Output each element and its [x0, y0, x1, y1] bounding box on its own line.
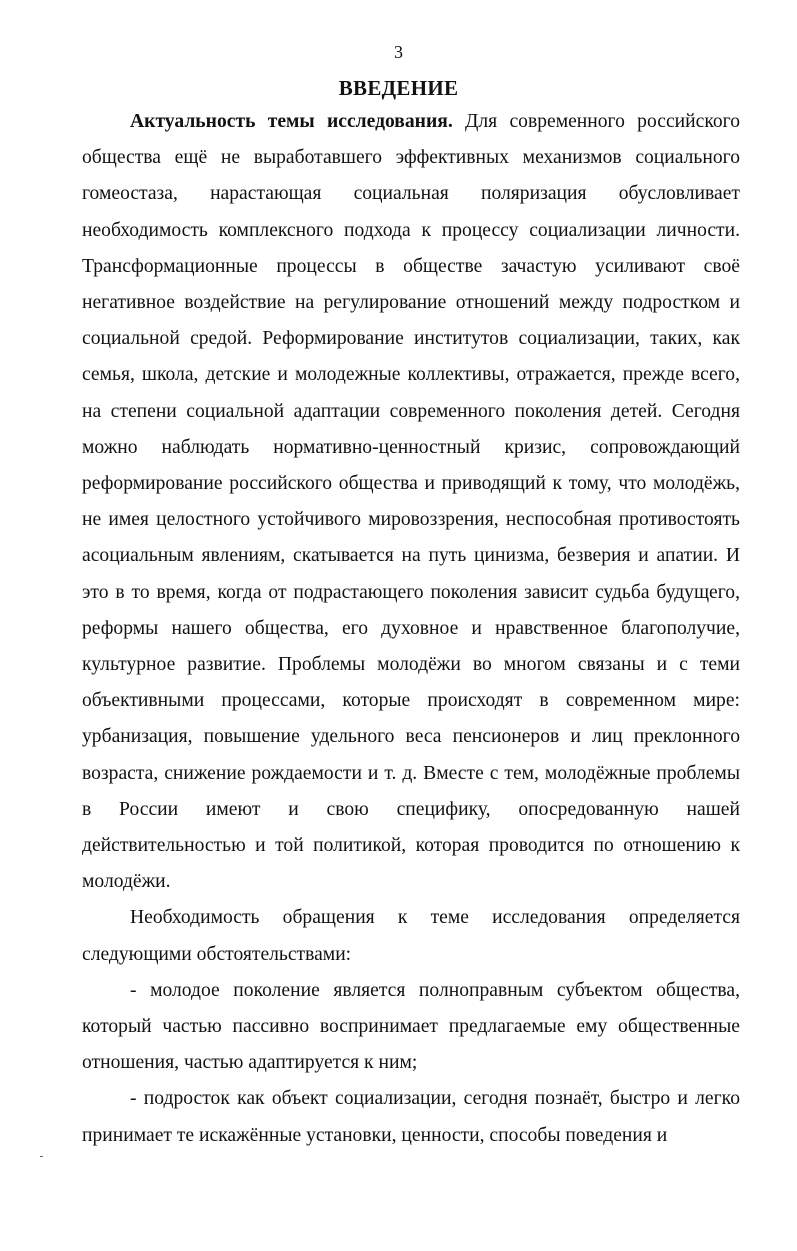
paragraph-lead: Актуальность темы исследования.	[130, 111, 453, 132]
section-heading: ВВЕДЕНИЕ	[338, 76, 459, 100]
paragraph-necessity: Необходимость обращения к теме исследования определяется следующими обстоятельствами:	[82, 907, 740, 965]
scan-mark	[40, 1156, 43, 1157]
paragraph-relevance	[82, 104, 740, 900]
page-number: 3	[394, 42, 403, 62]
list-item-young-generation: - молодое поколение является полноправным субъектом общества, который частью пассивно воспринимает предлагаемые ему общественные отношения, частью адаптируется к ним;	[82, 979, 740, 1074]
list-item-teenager: - подросток как объект социализации, сегодня познаёт, быстро и легко принимает те искажённые установки, ценности, способы поведения и	[82, 1088, 740, 1146]
paragraph-text: Для современного российского общества ещё не выработавшего эффективных механизмов социального гомеостаза, нарастающая социальная поляризация обусловливает необходимость комплексного подхода к процессу социализации личности. Трансформационные процессы в обществе зачастую усиливают своё негативное воздействие на регулирование отношений между подростком и социальной средой. Реформирование институтов социализации, таких, как семья, школа, детские и молодежные коллективы, отражается, прежде всего, на степени социальной адаптации современного поколения детей. Сегодня можно наблюдать нормативно-ценностный кризис, сопровождающий реформирование российского общества и приводящий к тому, что молодёжь, не имея целостного устойчивого мировоззрения, неспособная противостоять асоциальным явлениям, скатывается на путь цинизма, безверия и апатии. И это в то время, когда от подрастающего поколения зависит судьба будущего, реформы нашего общества, его духовное и нравственное благополучие, культурное развитие. Проблемы молодёжи во многом связаны и с теми объективными процессами, которые происходят в современном мире: урбанизация, повышение удельного веса пенсионеров и лиц преклонного возраста, снижение рождаемости и т. д. Вместе с тем, молодёжные проблемы в России имеют и свою специфику, опосредованную нашей действительностью и той политикой, которая проводится по отношению к молодёжи.	[82, 111, 740, 893]
body-text	[82, 104, 740, 1154]
